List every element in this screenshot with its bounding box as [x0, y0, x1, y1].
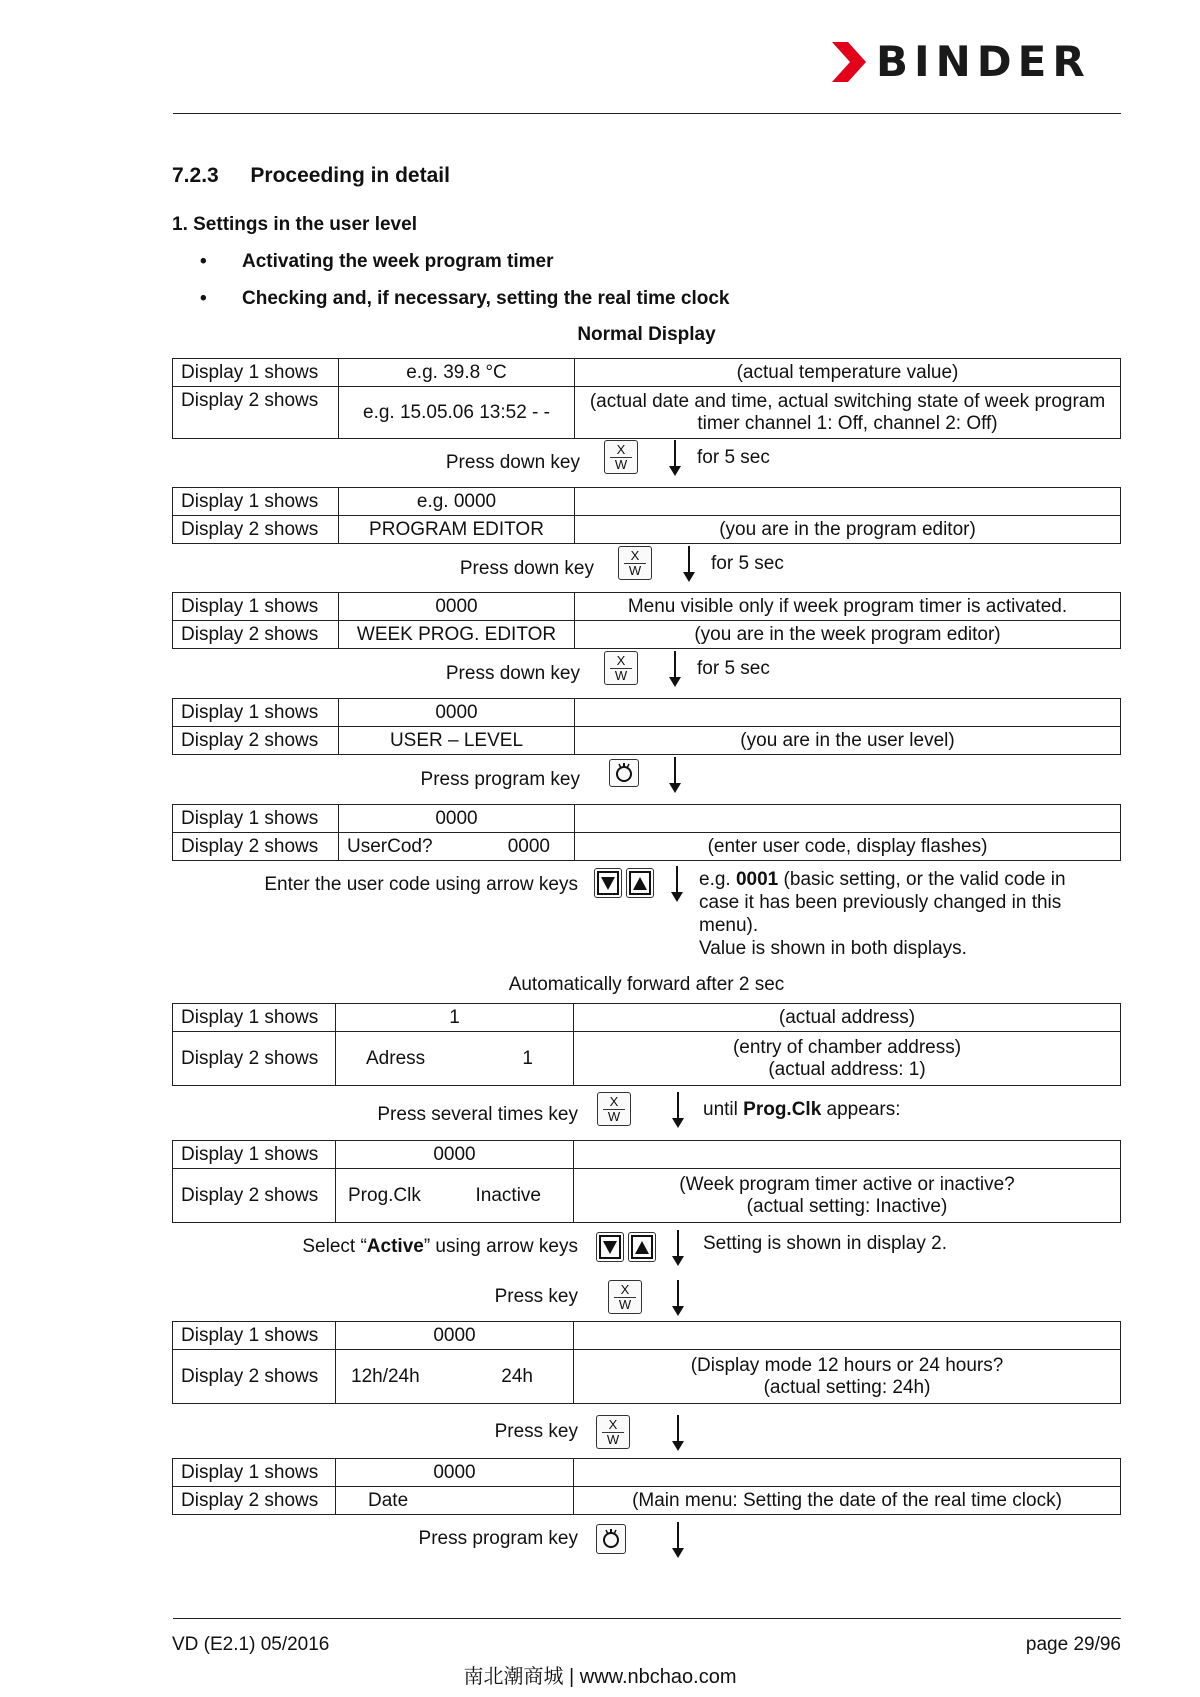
watermark-text: 南北潮商城 | www.nbchao.com	[463, 1666, 737, 1688]
program-key-icon	[610, 760, 638, 786]
arrow-down-icon	[671, 1092, 685, 1128]
step-label: Press down key	[445, 663, 580, 684]
display-value: Date	[336, 1487, 574, 1515]
down-key[interactable]	[618, 546, 652, 580]
display-label: Display 1 shows	[173, 1004, 336, 1032]
step-note: Setting is shown in display 2.	[703, 1233, 947, 1254]
arrow-down-icon	[668, 757, 682, 793]
table-row	[173, 699, 1121, 727]
display-description	[574, 1169, 1121, 1223]
display-description	[575, 488, 1121, 516]
step-label: Press down key	[459, 558, 594, 579]
key-glyph: X	[608, 1417, 618, 1432]
program-key[interactable]	[596, 1524, 626, 1554]
display-description: Menu visible only if week program timer is activated.	[575, 593, 1121, 621]
down-key[interactable]	[604, 651, 638, 685]
table-row	[173, 727, 1121, 755]
value-field: 12h/24h	[351, 1365, 420, 1387]
display-label: Display 2 shows	[173, 1487, 336, 1515]
instruction-step	[0, 866, 1200, 976]
step-label: Press key	[494, 1286, 578, 1307]
note-text: menu).	[699, 915, 759, 936]
normal-display-title: Normal Display	[577, 324, 716, 345]
step-label: Enter the user code using arrow keys	[264, 874, 578, 895]
value-field: 1	[522, 1047, 533, 1069]
display-label: Display 1 shows	[173, 1322, 336, 1350]
table-row	[173, 1169, 1121, 1223]
footer-page: page 29/96	[1025, 1634, 1121, 1655]
value-field: Adress	[366, 1047, 426, 1069]
display-value: 0000	[339, 593, 575, 621]
description-line: (actual setting: Inactive)	[746, 1195, 948, 1217]
display-description: (actual date and time, actual switching state of week program timer channel 1: Off, channel 2: Off)	[575, 387, 1121, 439]
description-line: (Week program timer active or inactive?	[679, 1173, 1015, 1195]
display-label: Display 2 shows	[173, 1032, 336, 1086]
description-line: (entry of chamber address)	[732, 1036, 962, 1058]
footer-rule	[173, 1618, 1121, 1619]
display-description	[574, 1322, 1121, 1350]
note-text: e.g.	[699, 869, 736, 890]
value-field: Inactive	[475, 1184, 541, 1206]
triangle-down-icon	[595, 869, 621, 897]
step-note: for 5 sec	[697, 447, 770, 468]
table-row	[173, 833, 1121, 861]
instruction-step	[0, 440, 1200, 480]
display-table	[172, 592, 1121, 649]
display-description	[575, 699, 1121, 727]
key-glyph: X	[620, 1282, 630, 1297]
value-field: UserCod?	[347, 835, 433, 857]
display-label: Display 1 shows	[173, 359, 339, 387]
display-description: (you are in the program editor)	[575, 516, 1121, 544]
instruction-step	[0, 1415, 1200, 1455]
display-label: Display 1 shows	[173, 1459, 336, 1487]
display-label: Display 2 shows	[173, 516, 339, 544]
display-value	[336, 1169, 574, 1223]
display-value	[336, 1350, 574, 1404]
table-row	[173, 1141, 1121, 1169]
instruction-step	[0, 1280, 1200, 1320]
footer-version: VD (E2.1) 05/2016	[172, 1634, 330, 1655]
arrow-down-icon	[670, 866, 684, 902]
display-description	[574, 1459, 1121, 1487]
binder-logo	[832, 38, 1132, 86]
key-glyph: X	[616, 442, 626, 457]
instruction-step	[0, 546, 1200, 586]
table-row	[173, 1032, 1121, 1086]
display-label: Display 1 shows	[173, 805, 339, 833]
auto-forward-text: Automatically forward after 2 sec	[508, 974, 785, 995]
display-label: Display 1 shows	[173, 593, 339, 621]
display-table	[172, 1321, 1121, 1404]
value-field: 0000	[507, 835, 550, 857]
bullet-text: Activating the week program timer	[242, 251, 554, 272]
display-description: (actual address)	[574, 1004, 1121, 1032]
label-text: Select “	[302, 1236, 367, 1257]
section-heading	[172, 164, 450, 188]
display-label: Display 2 shows	[173, 621, 339, 649]
note-text: (basic setting, or the valid code in	[778, 869, 1066, 890]
display-table	[172, 487, 1121, 544]
triangle-up-icon	[627, 869, 653, 897]
key-glyph: W	[607, 1109, 621, 1124]
table-row	[173, 516, 1121, 544]
note-bold: Prog.Clk	[743, 1099, 822, 1120]
key-glyph: X	[609, 1094, 619, 1109]
step-label	[302, 1236, 578, 1258]
note-bold: 0001	[735, 869, 779, 890]
program-key[interactable]	[609, 759, 639, 787]
key-glyph: X	[630, 548, 640, 563]
arrow-down-key[interactable]	[594, 868, 622, 898]
bullet-item: • Checking and, if necessary, setting the real time clock	[200, 288, 730, 309]
display-description: (Main menu: Setting the date of the real time clock)	[574, 1487, 1121, 1515]
display-table	[172, 1140, 1121, 1223]
display-value: WEEK PROG. EDITOR	[339, 621, 575, 649]
display-label: Display 2 shows	[173, 1350, 336, 1404]
instruction-step	[0, 1522, 1200, 1562]
table-row	[173, 387, 1121, 439]
display-description: (actual temperature value)	[575, 359, 1121, 387]
display-description	[574, 1141, 1121, 1169]
bullet-item: • Activating the week program timer	[200, 251, 554, 272]
description-line: (actual address: 1)	[768, 1058, 926, 1080]
note-text: case it has been previously changed in this	[699, 892, 1062, 913]
display-label: Display 2 shows	[173, 833, 339, 861]
step-note	[703, 1098, 901, 1121]
section-number: 7.2.3	[172, 164, 219, 187]
section-title: Proceeding in detail	[250, 164, 450, 187]
arrow-down-icon	[682, 546, 696, 582]
subsection-title: 1. Settings in the user level	[172, 214, 417, 235]
step-label: Press several times key	[377, 1104, 578, 1125]
display-table	[172, 1003, 1121, 1086]
bullet-text: Checking and, if necessary, setting the real time clock	[242, 288, 730, 309]
step-label: Press down key	[445, 452, 580, 473]
display-value: 0000	[339, 699, 575, 727]
step-label: Press program key	[418, 1528, 578, 1549]
key-glyph: W	[614, 668, 628, 683]
key-glyph: W	[618, 1297, 632, 1312]
display-table	[172, 698, 1121, 755]
instruction-step	[0, 757, 1200, 797]
step-note: for 5 sec	[697, 658, 770, 679]
down-key[interactable]	[608, 1280, 642, 1314]
display-description: (enter user code, display flashes)	[575, 833, 1121, 861]
instruction-step	[0, 1230, 1200, 1270]
display-value: 1	[336, 1004, 574, 1032]
table-row	[173, 1459, 1121, 1487]
key-glyph: W	[628, 563, 642, 578]
arrow-up-key[interactable]	[626, 868, 654, 898]
value-field: Prog.Clk	[348, 1184, 421, 1206]
display-label: Display 2 shows	[173, 387, 339, 439]
down-key[interactable]	[596, 1415, 630, 1449]
table-row	[173, 621, 1121, 649]
display-label: Display 2 shows	[173, 727, 339, 755]
arrow-down-icon	[668, 651, 682, 687]
display-description	[574, 1350, 1121, 1404]
step-label: Press key	[494, 1421, 578, 1442]
display-value: e.g. 39.8 °C	[339, 359, 575, 387]
arrow-down-icon	[671, 1230, 685, 1266]
value-field: 24h	[501, 1365, 533, 1387]
table-row	[173, 359, 1121, 387]
down-key[interactable]	[597, 1092, 631, 1126]
display-value	[336, 1032, 574, 1086]
table-row	[173, 1350, 1121, 1404]
description-line: (actual setting: 24h)	[763, 1376, 931, 1398]
display-table	[172, 1458, 1121, 1515]
arrow-down-icon	[671, 1522, 685, 1558]
step-note	[699, 868, 1066, 960]
note-text: until	[703, 1099, 744, 1120]
program-key-icon	[597, 1525, 625, 1553]
key-glyph: X	[616, 653, 626, 668]
description-line: (Display mode 12 hours or 24 hours?	[690, 1354, 1004, 1376]
display-value: 0000	[339, 805, 575, 833]
label-bold: Active	[366, 1236, 424, 1257]
display-table	[172, 804, 1121, 861]
display-table	[172, 358, 1121, 439]
display-value: 0000	[336, 1322, 574, 1350]
table-row	[173, 593, 1121, 621]
table-row	[173, 805, 1121, 833]
binder-logo-icon	[832, 42, 866, 82]
step-label: Press program key	[420, 769, 580, 790]
display-label: Display 1 shows	[173, 488, 339, 516]
display-value	[339, 833, 575, 861]
display-value: USER – LEVEL	[339, 727, 575, 755]
display-value: e.g. 15.05.06 13:52 - -	[339, 387, 575, 439]
brand-name: BINDER	[876, 37, 1091, 86]
note-text: appears:	[821, 1099, 901, 1120]
display-value: 0000	[336, 1459, 574, 1487]
table-row	[173, 1322, 1121, 1350]
instruction-step	[0, 1092, 1200, 1132]
display-label: Display 2 shows	[173, 1169, 336, 1223]
arrow-down-icon	[671, 1415, 685, 1451]
display-label: Display 1 shows	[173, 1141, 336, 1169]
arrow-down-key[interactable]	[596, 1232, 624, 1262]
table-row	[173, 1487, 1121, 1515]
triangle-up-icon	[629, 1233, 655, 1261]
display-description	[574, 1032, 1121, 1086]
step-note: for 5 sec	[711, 553, 784, 574]
table-row	[173, 488, 1121, 516]
note-text: Value is shown in both displays.	[699, 938, 967, 959]
key-glyph: W	[606, 1432, 620, 1447]
arrow-down-icon	[668, 440, 682, 476]
key-glyph: W	[614, 457, 628, 472]
arrow-up-key[interactable]	[628, 1232, 656, 1262]
header-rule	[173, 113, 1121, 114]
display-description: (you are in the user level)	[575, 727, 1121, 755]
label-text: ” using arrow keys	[423, 1236, 578, 1257]
display-label: Display 1 shows	[173, 699, 339, 727]
triangle-down-icon	[597, 1233, 623, 1261]
down-key[interactable]	[604, 440, 638, 474]
display-description: (you are in the week program editor)	[575, 621, 1121, 649]
arrow-down-icon	[671, 1280, 685, 1316]
display-value: 0000	[336, 1141, 574, 1169]
table-row	[173, 1004, 1121, 1032]
display-description	[575, 805, 1121, 833]
instruction-step	[0, 651, 1200, 691]
display-value: e.g. 0000	[339, 488, 575, 516]
display-value: PROGRAM EDITOR	[339, 516, 575, 544]
